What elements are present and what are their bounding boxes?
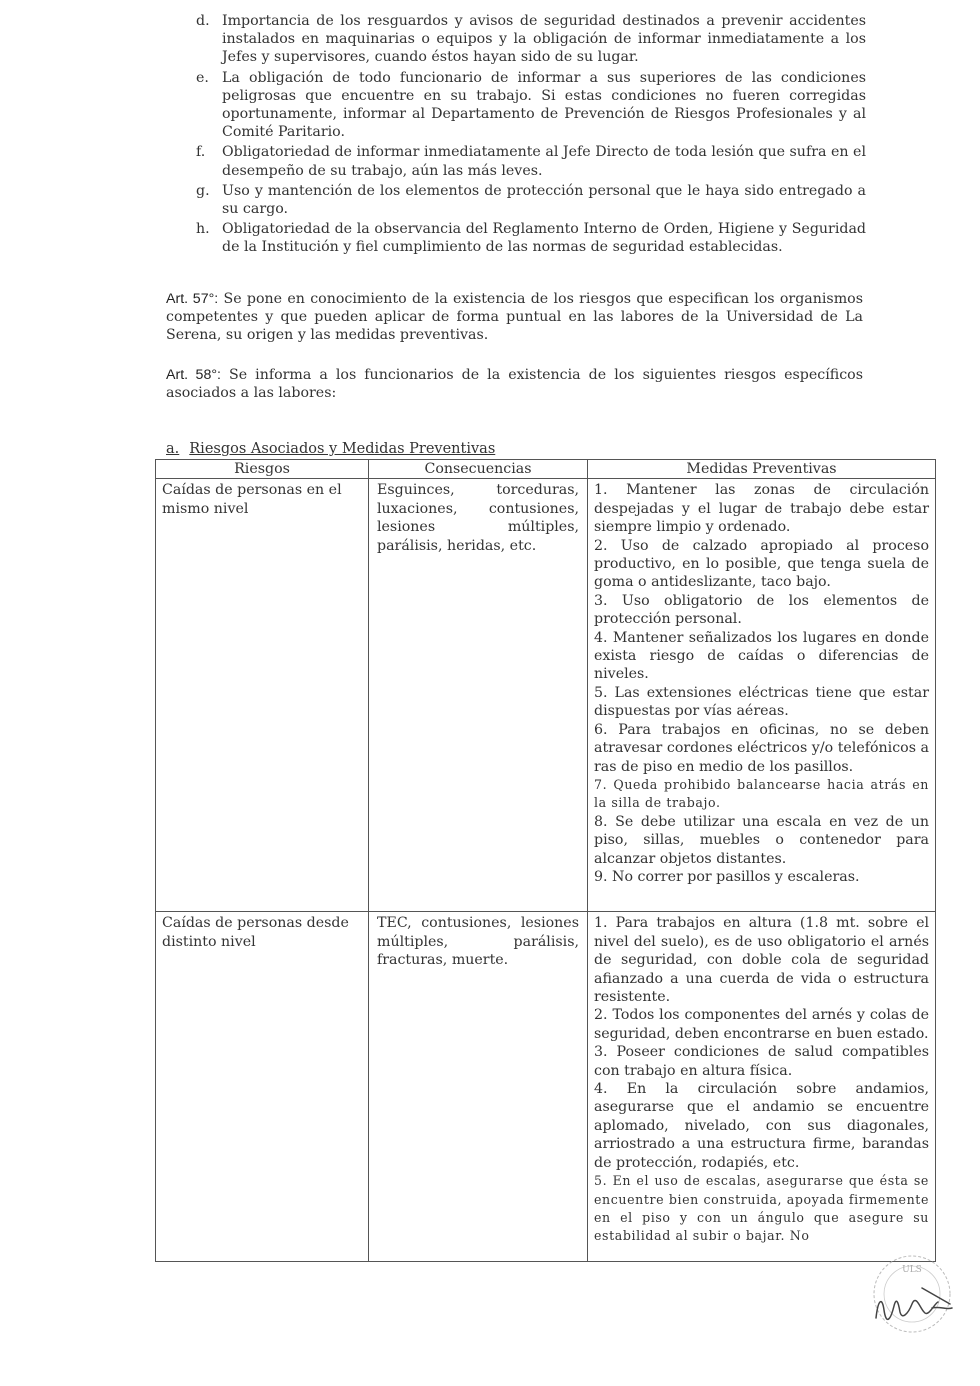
list-item: g. Uso y mantención de los elementos de protección personal que le haya sido entregado a su cargo. bbox=[196, 182, 866, 218]
column-header-medidas: Medidas Preventivas bbox=[588, 460, 936, 479]
table-row bbox=[156, 912, 936, 1262]
measure-item: 2. Todos los componentes del arnés y colas de seguridad, deben encontrarse en buen estado. bbox=[594, 1007, 929, 1042]
measure-item: 9. No correr por pasillos y escaleras. bbox=[594, 868, 860, 885]
article-label: Art. 58°: bbox=[166, 367, 221, 383]
measure-item: 6. Para trabajos en oficinas, no se deben atravesar cordones eléctricos y/o telefónicos a ras de piso en medio de los pasillos. bbox=[594, 721, 929, 775]
measure-item: 3. Poseer condiciones de salud compatibles con trabajo en altura física. bbox=[594, 1044, 929, 1079]
measure-item: 3. Uso obligatorio de los elementos de protección personal. bbox=[594, 592, 929, 628]
institution-stamp-icon bbox=[862, 1248, 958, 1344]
risk-table bbox=[155, 459, 936, 1262]
column-header-riesgos: Riesgos bbox=[156, 460, 369, 479]
measure-item: 7. Queda prohibido balancearse hacia atrás en la silla de trabajo. bbox=[594, 776, 929, 811]
measures-cell bbox=[588, 479, 936, 912]
measure-item: 5. En el uso de escalas, asegurarse que ésta se encuentre bien construida, apoyada firmemente en el piso y con un ángulo que asegure su estabilidad al subir o bajar. No bbox=[594, 1173, 929, 1244]
section-title: a. Riesgos Asociados y Medidas Preventivas bbox=[166, 441, 496, 457]
stamp-text: ULS bbox=[902, 1265, 922, 1275]
measure-item: 1. Para trabajos en altura (1.8 mt. sobre el nivel del suelo), es de uso obligatorio el arnés de seguridad, con doble cola de seguridad afianzado a una cuerda de vida o estructura resistente. bbox=[594, 915, 929, 1006]
table-row bbox=[156, 479, 936, 912]
risk-cell: Caídas de personas desde distinto nivel bbox=[156, 912, 369, 1262]
measure-item: 8. Se debe utilizar una escala en vez de un piso, sillas, muebles o contenedor para alcanzar objetos distantes. bbox=[594, 813, 929, 867]
signature bbox=[876, 1288, 952, 1319]
obligations-list bbox=[196, 12, 866, 257]
measures-cell bbox=[588, 912, 936, 1262]
list-item: d. Importancia de los resguardos y avisos de seguridad destinados a prevenir accidentes instalados en maquinarias o equipos y la obligación de informar inmediatamente a los Jefes y supervisores, cuando éstos hayan sido de su lugar. bbox=[196, 13, 866, 66]
list-item: e. La obligación de todo funcionario de informar a sus superiores de las condiciones peligrosas que encuentre en su trabajo. Si estas condiciones no fueren corregidas oportunamente, informar al Departamento de Prevención de Riesgos Profesionales y al Comité Paritario. bbox=[196, 69, 866, 141]
table-header-row bbox=[156, 460, 936, 479]
article-text: Se informa a los funcionarios de la existencia de los siguientes riesgos específicos asociados a las labores: bbox=[166, 367, 863, 402]
column-header-consecuencias: Consecuencias bbox=[369, 460, 588, 479]
consequence-cell: TEC, contusiones, lesiones múltiples, parálisis, fracturas, muerte. bbox=[369, 912, 588, 1262]
article-57 bbox=[166, 290, 863, 345]
list-item: h. Obligatoriedad de la observancia del Reglamento Interno de Orden, Higiene y Seguridad de la Institución y fiel cumplimiento de las normas de seguridad establecidas. bbox=[196, 221, 866, 256]
measure-item: 1. Mantener las zonas de circulación despejadas y el lugar de trabajo debe estar siempre limpio y ordenado. bbox=[594, 482, 929, 536]
measure-item: 2. Uso de calzado apropiado al proceso productivo, en lo posible, que tenga suela de goma o antideslizante, taco bajo. bbox=[594, 537, 929, 591]
list-item: f. Obligatoriedad de informar inmediatamente al Jefe Directo de toda lesión que sufra en el desempeño de su trabajo, aún las más leves. bbox=[196, 144, 866, 179]
measure-item: 4. En la circulación sobre andamios, asegurarse que el andamio se encuentre aplomado, nivelado, con sus diagonales, arriostrado a una estructura firme, barandas de protección, rodapiés, etc. bbox=[594, 1081, 929, 1171]
measure-item: 4. Mantener señalizados los lugares en donde exista riesgo de caídas o diferencias de niveles. bbox=[594, 629, 929, 683]
risk-cell: Caídas de personas en el mismo nivel bbox=[156, 479, 369, 912]
consequence-cell: Esguinces, torceduras, luxaciones, contusiones, lesiones múltiples, parálisis, heridas, etc. bbox=[369, 479, 588, 912]
article-label: Art. 57°: bbox=[166, 291, 219, 307]
measure-item: 5. Las extensiones eléctricas tiene que estar dispuestas por vías aéreas. bbox=[594, 684, 929, 720]
article-58 bbox=[166, 366, 863, 402]
article-text: Se pone en conocimiento de la existencia de los riesgos que especifican los organismos competentes y que pueden aplicar de forma puntual en las labores de la Universidad de La Serena, su origen y las medidas preventivas. bbox=[166, 291, 863, 344]
